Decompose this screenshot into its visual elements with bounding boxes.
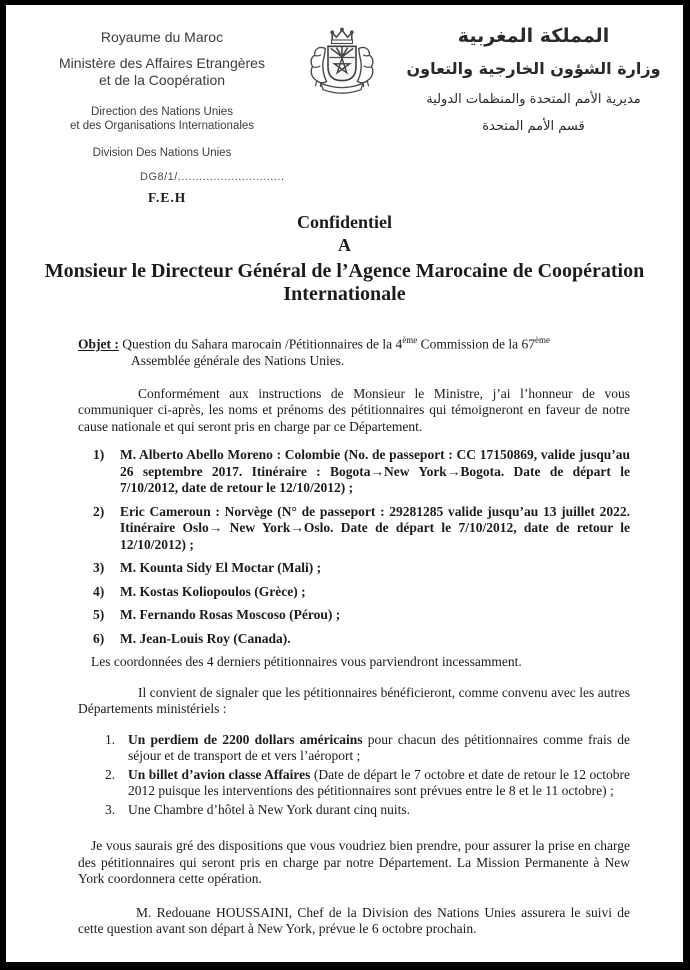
- list-marker: 6): [93, 630, 105, 646]
- petitioner-text: Eric Cameroun : Norvège (N° de passeport : 29281285 valide jusqu’au 13 juillet 2022. Itinéraire Oslo→ New York→Oslo. Date de départ le 7/10/2012, date de retour le 12/10/2012) ;: [120, 503, 630, 552]
- paragraph-benefits-intro: Il convient de signaler que les pétitionnaires bénéficieront, comme convenu avec les autres Départements ministériels :: [78, 684, 630, 716]
- recipient-title: Monsieur le Directeur Général de l’Agence Marocaine de Coopération Internationale: [44, 260, 645, 305]
- reference-number: DG8/1/..............................: [140, 171, 285, 183]
- petitioner-item: [78, 631, 630, 648]
- benefit-lead: Un billet d’avion classe Affaires: [128, 766, 311, 782]
- petitioners-list: [78, 447, 630, 647]
- petitioner-text: M. Jean-Louis Roy (Canada).: [120, 630, 291, 646]
- petitioner-item: [78, 584, 630, 601]
- benefit-text: (Date de départ le 7 octobre et date de retour le 12 octobre 2012 puisque les interventions des pétitionnaires sont prévues entre le 8 et le 11 octobre) ;: [128, 766, 630, 798]
- petitioner-item: [78, 504, 630, 554]
- title-block: [6, 212, 683, 306]
- letterhead-french-block: [26, 21, 298, 159]
- letterhead: [6, 5, 683, 159]
- subject-text-2: Commission de la 67: [417, 336, 536, 352]
- confidential-label: Confidentiel: [296, 212, 392, 232]
- direction-line-1: Direction des Nations Unies: [91, 106, 233, 118]
- arabic-ministry-line: وزارة الشؤون الخارجية والتعاون: [406, 59, 661, 78]
- division-line: Division Des Nations Unies: [92, 147, 232, 159]
- list-marker: 1): [93, 447, 105, 462]
- subject-block: [78, 332, 630, 370]
- petitioner-text: M. Alberto Abello Moreno : Colombie (No. de passeport : CC 17150869, valide jusqu’au 26 septembre 2017. Itinéraire : Bogota→New York→Bogota. Date de départ le 7/10/2012, date de retour le 12/10/2012) ;: [120, 447, 630, 495]
- letter-body: [78, 332, 630, 938]
- list-marker: 1.: [105, 731, 116, 747]
- ministry-line-1: Ministère des Affaires Etrangères: [59, 55, 265, 71]
- subject-text-1: Question du Sahara marocain /Pétitionnaires de la 4: [118, 336, 403, 352]
- list-marker: 3): [93, 560, 105, 575]
- benefit-lead: Un perdiem de 2200 dollars américains: [128, 731, 363, 747]
- letterhead-arabic-block: [386, 21, 677, 159]
- petitioner-text: M. Fernando Rosas Moscoso (Pérou) ;: [120, 607, 341, 622]
- subject-line-2: Assemblée générale des Nations Unies.: [131, 353, 345, 368]
- petitioner-text: M. Kostas Koliopoulos (Grèce) ;: [120, 583, 306, 599]
- benefit-text: pour chacun des pétitionnaires comme frais de séjour et de transport de et vers l’aéroport ;: [128, 731, 630, 763]
- arabic-division-line: قسم الأمم المتحدة: [482, 119, 585, 134]
- list-marker: 3.: [105, 801, 116, 817]
- benefit-item: [78, 802, 630, 819]
- list-marker: 4): [93, 583, 105, 599]
- petitioner-item: [78, 607, 630, 624]
- direction-line-2: et des Organisations Internationales: [69, 120, 255, 132]
- initials: F.E.H: [148, 190, 187, 205]
- subject-sup-1: ème: [402, 335, 418, 345]
- moroccan-coat-of-arms-icon: [298, 21, 386, 159]
- list-marker: 2.: [105, 766, 116, 782]
- note-remaining-petitioners: Les coordonnées des 4 derniers pétitionnaires vous parviendront incessamment.: [91, 654, 522, 669]
- addressed-to-label: A: [338, 235, 351, 255]
- petitioner-item: [78, 447, 630, 497]
- arabic-kingdom-line: المملكة المغربية: [457, 25, 610, 47]
- paragraph-introduction: Conformément aux instructions de Monsieur le Ministre, j’ai l’honneur de vous communiquer ci-après, les noms et prénoms des pétitionnaires qui témoigneront en faveur de notre cause nationale et qui seront pris en charge par ce Département.: [78, 385, 630, 434]
- subject-line-1: [78, 332, 630, 353]
- petitioner-item: [78, 560, 630, 577]
- benefits-list: [78, 732, 630, 819]
- ministry-line-2: et de la Coopération: [98, 72, 226, 88]
- benefit-item: [78, 767, 630, 800]
- kingdom-line: Royaume du Maroc: [100, 29, 224, 45]
- benefit-item: [78, 732, 630, 765]
- benefit-text: Une Chambre d’hôtel à New York durant cinq nuits.: [128, 801, 410, 817]
- subject-label: Objet :: [78, 336, 119, 352]
- subject-sup-2: ème: [535, 335, 551, 345]
- list-marker: 2): [93, 503, 105, 519]
- list-marker: 5): [93, 607, 105, 622]
- paragraph-closing-request: Je vous saurais gré des dispositions que vous voudriez bien prendre, pour assurer la prise en charge des pétitionnaires qui seront pris en charge par notre Département. La Mission Permanente à New York coordonnera cette opération.: [78, 838, 630, 886]
- paragraph-follow-up: M. Redouane HOUSSAINI, Chef de la Division des Nations Unies assurera le suivi de cette question avant son départ à New York, prévue le 6 octobre prochain.: [78, 904, 630, 936]
- document-page: [6, 5, 683, 962]
- petitioner-text: M. Kounta Sidy El Moctar (Mali) ;: [120, 560, 322, 575]
- arabic-direction-line: مديرية الأمم المتحدة والمنظمات الدولية: [426, 92, 641, 107]
